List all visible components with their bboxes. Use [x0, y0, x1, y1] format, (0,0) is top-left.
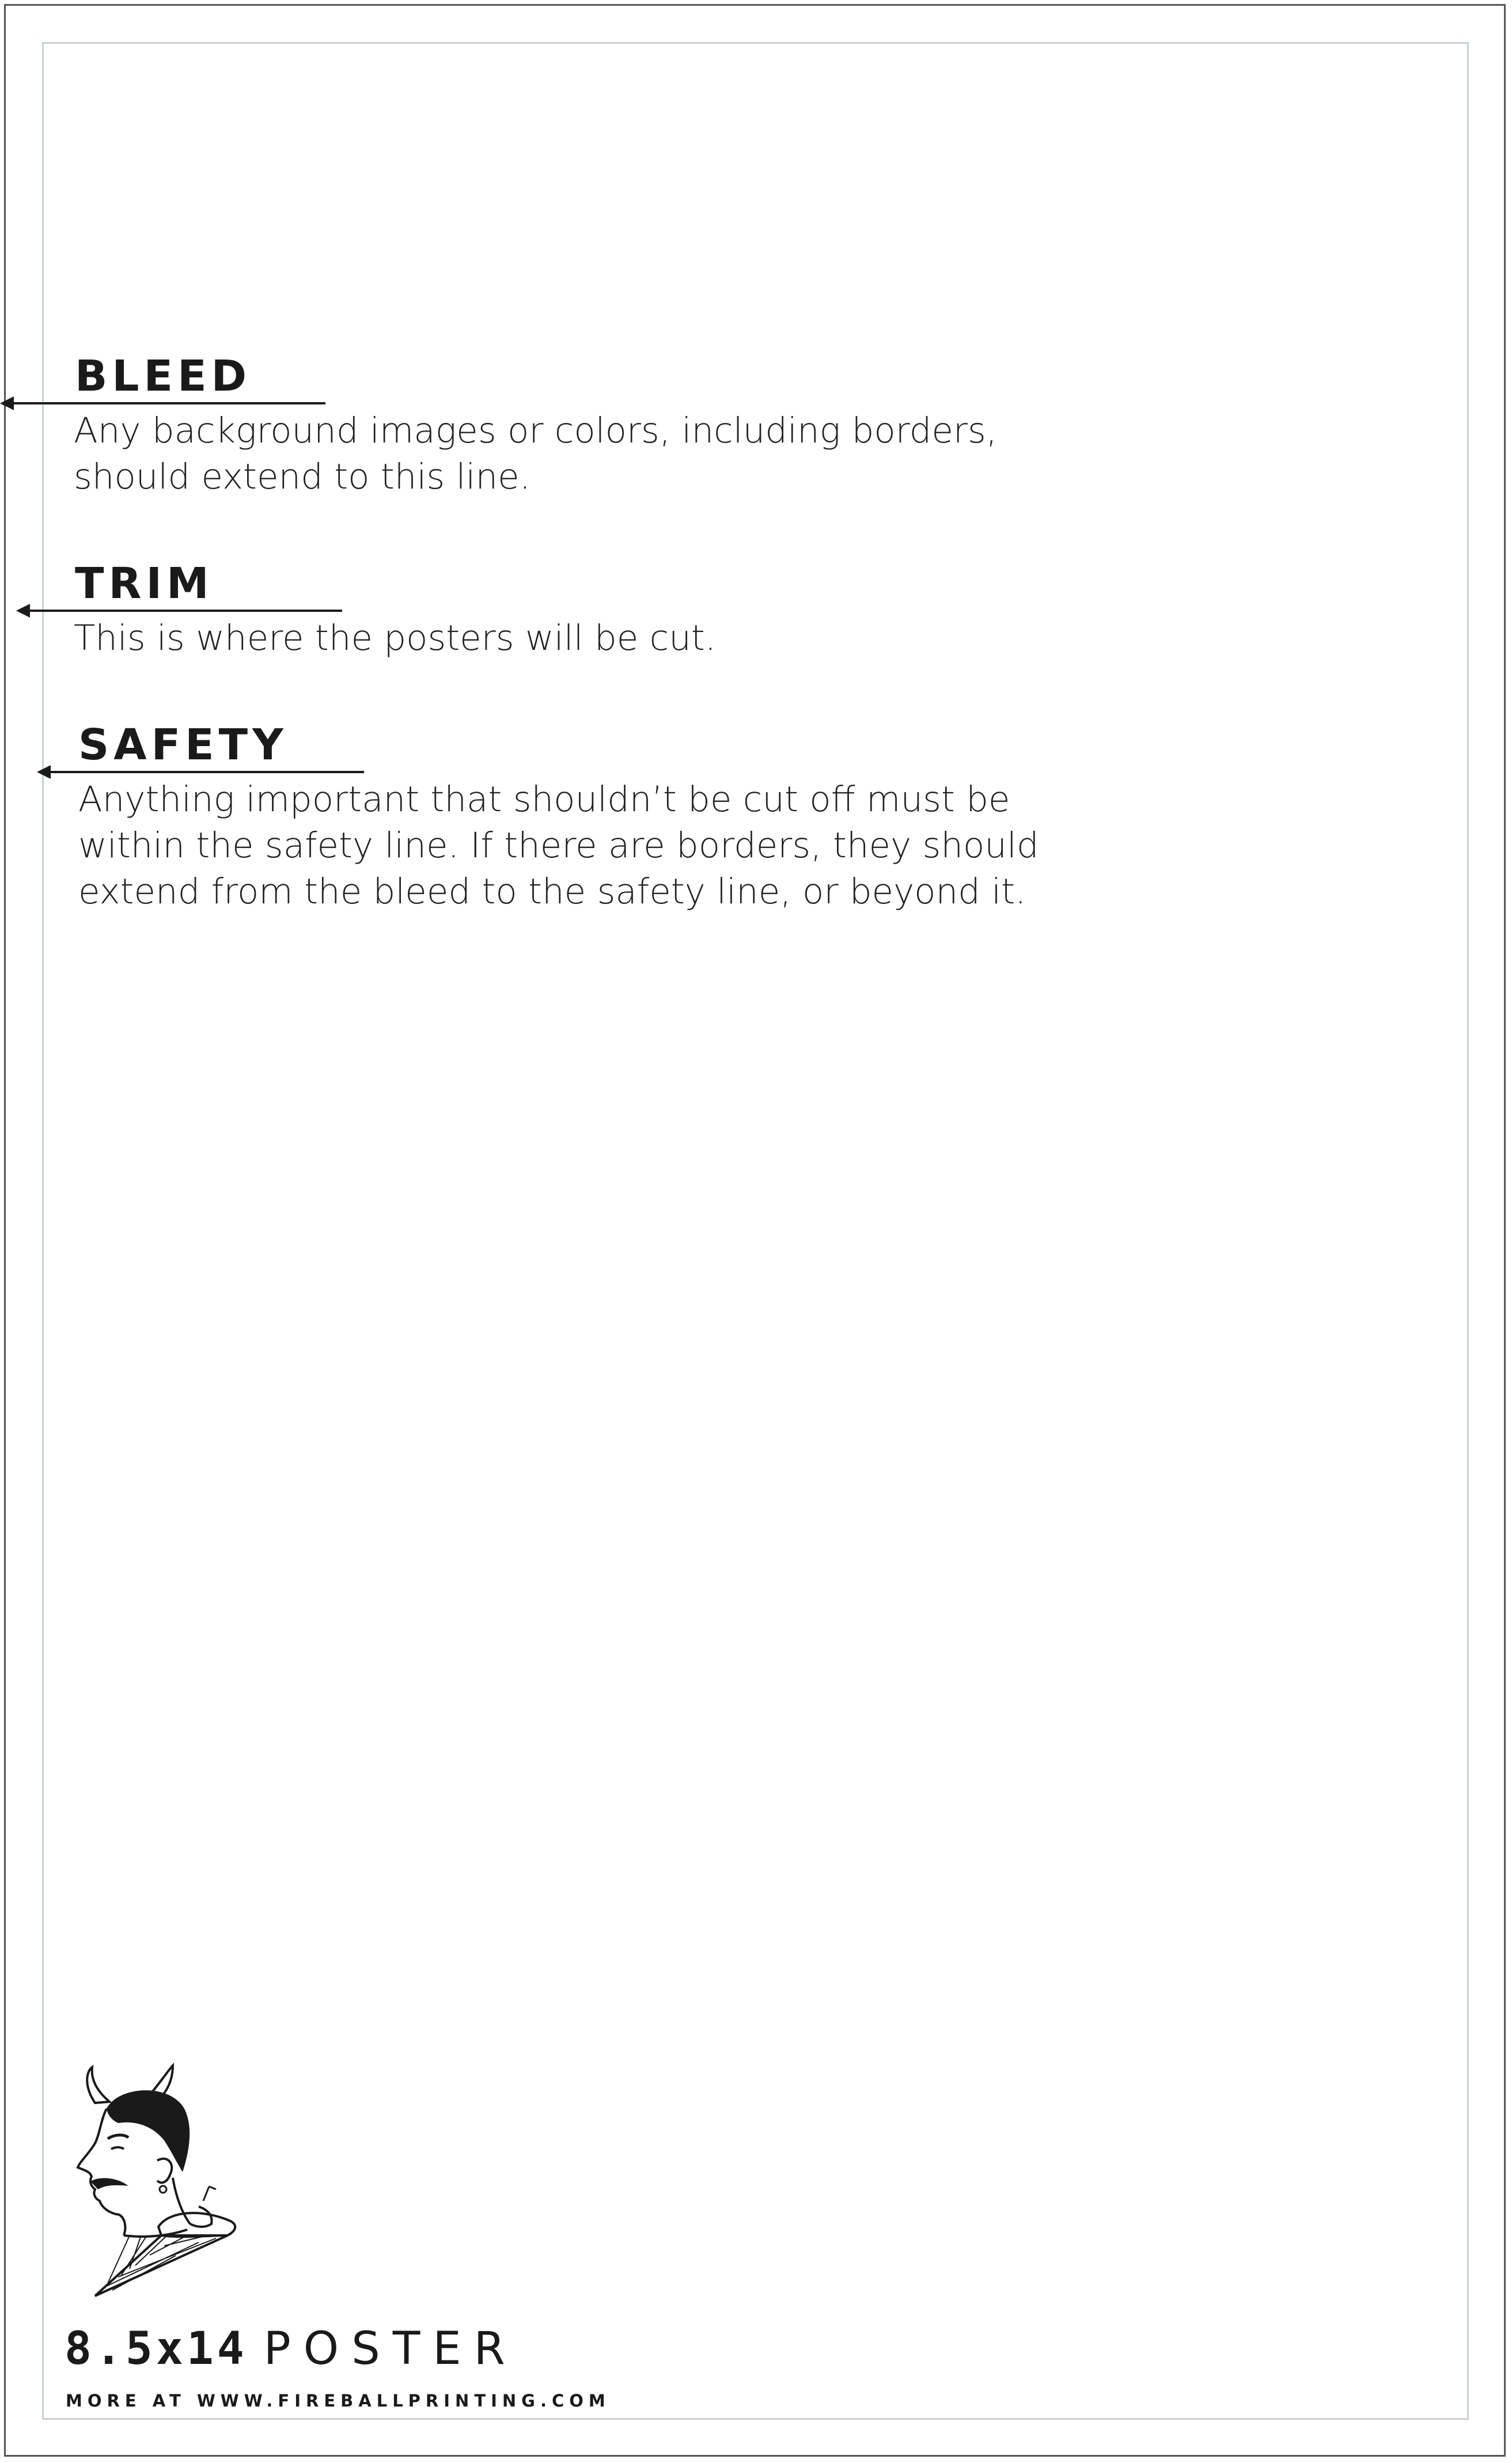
safety-line: [42, 42, 1469, 2420]
poster-size-title: [65, 2323, 518, 2375]
safety-description-line: extend from the bleed to the safety line, or beyond it.: [78, 871, 1026, 912]
poster-product-label: POSTER: [263, 2323, 518, 2375]
trim-description: [74, 615, 716, 661]
safety-description-line: Anything important that shouldn’t be cut off must be: [78, 779, 1010, 820]
bleed-heading: BLEED: [75, 351, 252, 401]
bleed-description-line: should extend to this line.: [74, 456, 531, 497]
trim-pointer-line: [22, 610, 342, 612]
safety-description: [78, 777, 1039, 915]
devil-mascot-icon: [55, 2063, 245, 2305]
safety-pointer-line: [43, 771, 364, 773]
poster-size-label: 8.5x14: [65, 2323, 248, 2375]
more-info-text: MORE AT WWW.FIREBALLPRINTING.COM: [66, 2391, 611, 2411]
bleed-description: [74, 408, 997, 500]
safety-heading: SAFETY: [78, 720, 288, 770]
trim-heading: TRIM: [75, 559, 214, 608]
safety-description-line: within the safety line. If there are borders, they should: [78, 825, 1039, 866]
bleed-description-line: Any background images or colors, including borders,: [74, 410, 998, 451]
trim-description-line: This is where the posters will be cut.: [74, 618, 717, 659]
bleed-pointer-line: [6, 402, 325, 404]
